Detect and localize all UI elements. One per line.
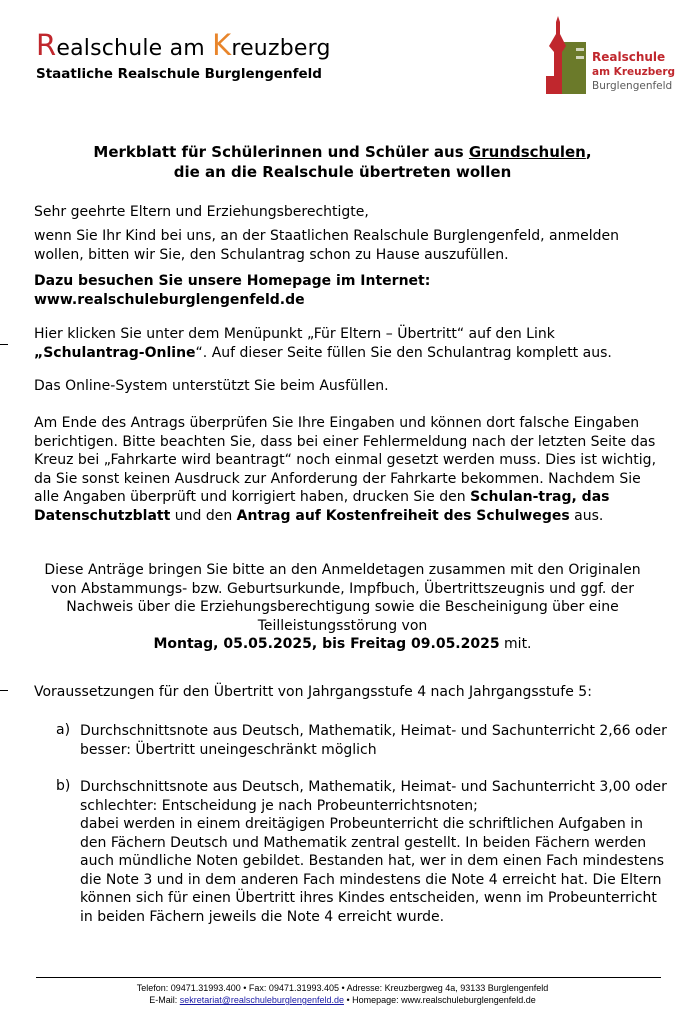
homepage-url: www.realschuleburglengenfeld.de: [34, 291, 305, 308]
school-name-part2: reuzberg: [231, 36, 331, 61]
fold-mark-2: [0, 690, 8, 691]
footer-divider: [36, 977, 661, 978]
footer-contact: Telefon: 09471.31993.400 • Fax: 09471.31993.405 • Adresse: Kreuzbergweg 4a, 93133 Burglengenfeld: [136, 983, 549, 993]
documents-paragraph: [30, 561, 655, 654]
review-paragraph: Am Ende des Antrags überprüfen Sie Ihre Eingaben und können dort falsche Eingaben berichtigen. Bitte beachten Sie, dass bei einer Fehlermeldung nach der letzten Seite das Kreuz bei „Fahrkarte wird beantragt“ noch einmal gesetzt werden muss. Dies ist wichtig, da Sie sonst keinen Ausdruck zur Anforderung der Fahrkarte bekommen. Nachdem Sie alle Angaben überprüft und korrigiert haben, drucken Sie den Schulan-trag, das Datenschutzblatt und den Antrag auf Kostenfreiheit des Schulweges aus.: [34, 415, 657, 524]
logo-text-line3: Burglengenfeld: [592, 80, 673, 92]
document-title-line1: Merkblatt für Schülerinnen und Schüler aus Grundschulen,: [93, 143, 592, 161]
homepage-line1: Dazu besuchen Sie unsere Homepage im Internet:: [34, 273, 431, 289]
fold-mark: [0, 344, 8, 345]
click-paragraph: Hier klicken Sie unter dem Menüpunkt „Für Eltern – Übertritt“ auf den Link „Schulantrag-Online“. Auf dieser Seite füllen Sie den Schulantrag komplett aus.: [34, 326, 612, 361]
list-marker-a: a): [56, 722, 71, 738]
bold-schulantrag: Schulan-trag, das Datenschutzblatt: [34, 489, 610, 524]
document-title: [0, 142, 685, 182]
documents-text: Diese Anträge bringen Sie bitte an den Anmeldetagen zusammen mit den Originalen von Abstammungs- bzw. Geburtsurkunde, Impfbuch, Übertrittszeugnis und ggf. der Nachweis über die Erziehungsberechtigung sowie die Bescheinigung über eine Teilleistungsstörung von: [44, 562, 641, 634]
requirements-intro: Voraussetzungen für den Übertritt von Jahrgangsstufe 4 nach Jahrgangsstufe 5:: [34, 684, 592, 700]
school-name-part1: ealschule am: [56, 36, 213, 61]
logo-text-line1: Realschule: [592, 50, 666, 64]
logo-text-line2: am Kreuzberg: [592, 66, 676, 78]
school-name: [36, 28, 331, 62]
school-name-initial-k: K: [212, 28, 232, 62]
list-item-b-details: dabei werden in einem dreitägigen Probeunterricht die schriftlichen Aufgaben in den Fächern Deutsch und Mathematik zentral gestellt. In beiden Fächern werden auch mündliche Noten gebildet. Bestanden hat, wer in dem einen Fach mindestens die Note 3 und in dem anderen Fach mindestens die Note 4 erreicht hat. Die Eltern können sich für einen Übertritt ihres Kindes entscheiden, wenn im Probeunterricht in beiden Fächern jeweils die Note 4 erreicht wurde.: [80, 816, 665, 925]
registration-dates: Montag, 05.05.2025, bis Freitag 09.05.2025 mit.: [153, 636, 532, 652]
intro-paragraph: wenn Sie Ihr Kind bei uns, an der Staatlichen Realschule Burglengenfeld, anmelden wollen, bitten wir Sie, den Schulantrag schon zu Hause auszufüllen.: [34, 228, 619, 263]
list-marker-b: b): [56, 778, 71, 794]
homepage-paragraph: [34, 272, 664, 309]
list-item-b-condition: Durchschnittsnote aus Deutsch, Mathematik, Heimat- und Sachunterricht 3,00 oder schlechter: Entscheidung je nach Probeunterrichtsnoten;: [80, 779, 667, 814]
email-link[interactable]: sekretariat@realschuleburglengenfeld.de: [179, 995, 344, 1005]
footer-email-homepage: E-Mail: sekretariat@realschuleburglengenfeld.de • Homepage: www.realschuleburglengenfeld.de: [149, 995, 536, 1005]
online-support-paragraph: Das Online-System unterstützt Sie beim Ausfüllen.: [34, 378, 389, 394]
schulantrag-online-link-text: „Schulantrag-Online: [34, 344, 196, 361]
title-underlined-word: Grundschulen: [468, 143, 586, 161]
bold-kostenfreiheit: Antrag auf Kostenfreiheit des Schulweges: [236, 507, 570, 524]
salutation: Sehr geehrte Eltern und Erziehungsberechtigte,: [34, 204, 369, 220]
school-subtitle: Staatliche Realschule Burglengenfeld: [36, 66, 322, 82]
document-title-line2: die an die Realschule übertreten wollen: [173, 163, 512, 181]
school-name-initial-r: R: [36, 28, 57, 62]
list-item-a: Durchschnittsnote aus Deutsch, Mathematik, Heimat- und Sachunterricht 2,66 oder besser: Übertritt uneingeschränkt möglich: [80, 723, 667, 758]
